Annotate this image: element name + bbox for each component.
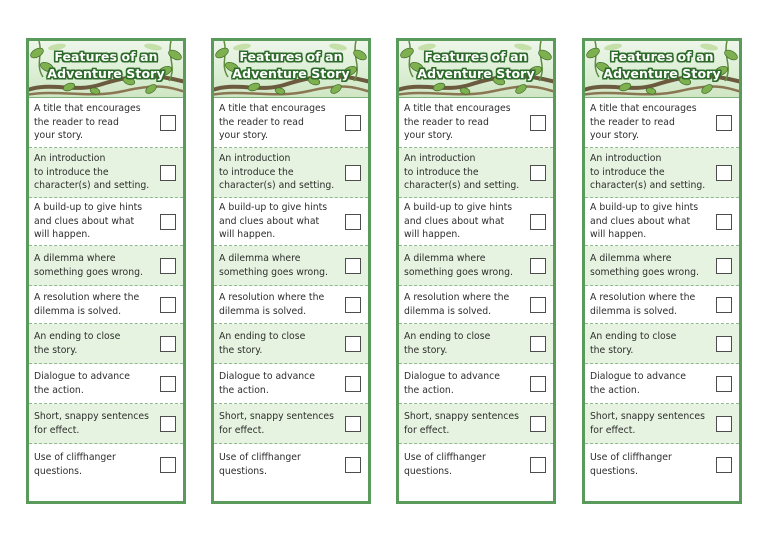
- checklist-item-line: to introduce the: [404, 166, 479, 178]
- checklist-item-line: the story.: [590, 344, 634, 356]
- checklist-item-text: [404, 330, 490, 357]
- checkbox-icon[interactable]: [530, 376, 546, 392]
- checklist-item-line: dilemma is solved.: [590, 305, 678, 317]
- checklist-item: [585, 324, 739, 364]
- checklist-item-line: to introduce the: [219, 166, 294, 178]
- checklist-item-line: A resolution where the: [404, 291, 510, 303]
- checklist-item: [214, 286, 368, 324]
- bookmark-card: [211, 38, 371, 504]
- checklist-item: [214, 198, 368, 246]
- checklist-item-line: A resolution where the: [219, 291, 325, 303]
- checklist-item: [399, 404, 553, 444]
- checklist-item: [29, 148, 183, 198]
- bookmark-header: [585, 41, 739, 98]
- checklist-item: [399, 98, 553, 148]
- checklist-item-line: your story.: [404, 130, 453, 142]
- checklist-item-line: and clues about what: [219, 215, 320, 227]
- checklist-item-line: something goes wrong.: [590, 266, 699, 278]
- checkbox-icon[interactable]: [530, 214, 546, 230]
- checklist-item-text: [219, 252, 328, 279]
- checklist-item-line: Use of cliffhanger: [404, 451, 486, 463]
- checklist-item-line: An ending to close: [590, 330, 677, 342]
- checklist: [29, 98, 183, 501]
- checklist-item-line: Dialogue to advance: [590, 370, 686, 382]
- bookmark-title: [399, 48, 553, 82]
- checklist-item-line: character(s) and setting.: [219, 180, 335, 192]
- checklist-item: [214, 148, 368, 198]
- checklist-item-text: [404, 291, 509, 318]
- checklist-item-text: [590, 451, 672, 478]
- checklist-item-line: questions.: [219, 465, 267, 477]
- checklist-item: [399, 198, 553, 246]
- checkbox-icon[interactable]: [160, 457, 176, 473]
- checklist-item-line: for effect.: [404, 424, 450, 436]
- checklist-item-line: your story.: [219, 130, 268, 142]
- bookmark-title: [585, 48, 739, 82]
- checklist-item: [585, 148, 739, 198]
- checklist-item-line: dilemma is solved.: [404, 305, 492, 317]
- bookmark-header: [29, 41, 183, 98]
- checklist-item-line: A title that encourages: [590, 103, 697, 115]
- checklist-item-line: your story.: [590, 130, 639, 142]
- checklist-item-line: A build-up to give hints: [404, 202, 513, 214]
- checkbox-icon[interactable]: [160, 214, 176, 230]
- checklist-item: [29, 198, 183, 246]
- checklist-item-line: Short, snappy sentences: [34, 410, 149, 422]
- checklist-item: [585, 198, 739, 246]
- checklist-item-text: [404, 152, 519, 193]
- checkbox-icon[interactable]: [160, 376, 176, 392]
- checklist-item: [29, 286, 183, 324]
- checklist-item: [399, 364, 553, 404]
- checklist-item: [29, 364, 183, 404]
- checklist-item-text: [34, 201, 142, 242]
- checklist-item-line: questions.: [590, 465, 638, 477]
- checklist-item-line: An ending to close: [219, 330, 306, 342]
- checklist-item: [585, 286, 739, 324]
- checklist-item-text: [34, 152, 149, 193]
- checklist-item-text: [590, 291, 695, 318]
- checklist-item-text: [34, 370, 130, 397]
- checklist-item-text: [404, 451, 486, 478]
- checkbox-icon[interactable]: [530, 416, 546, 432]
- bookmark-header: [214, 41, 368, 98]
- checklist-item: [399, 444, 553, 485]
- checkbox-icon[interactable]: [160, 297, 176, 313]
- checklist: [399, 98, 553, 501]
- checklist-item-line: will happen.: [590, 229, 647, 241]
- title-line: Features of an: [239, 49, 343, 64]
- checklist-item-text: [590, 201, 698, 242]
- checkbox-icon[interactable]: [345, 297, 361, 313]
- checklist-item: [29, 324, 183, 364]
- checklist-item-line: A title that encourages: [219, 103, 326, 115]
- checklist-item-line: character(s) and setting.: [590, 180, 706, 192]
- checklist-item: [214, 444, 368, 485]
- checklist-item-line: An ending to close: [34, 330, 121, 342]
- checklist-item-line: to introduce the: [34, 166, 109, 178]
- checklist-item: [399, 286, 553, 324]
- checklist-item-line: and clues about what: [34, 215, 135, 227]
- checklist-item-text: [219, 451, 301, 478]
- checklist-item: [585, 444, 739, 485]
- checklist-item-line: the action.: [34, 384, 84, 396]
- checklist-item-line: A dilemma where: [34, 252, 116, 264]
- checkbox-icon[interactable]: [345, 416, 361, 432]
- checklist-item-line: the story.: [219, 344, 263, 356]
- checklist-item-line: to introduce the: [590, 166, 665, 178]
- checklist-item: [29, 404, 183, 444]
- checklist-item-line: character(s) and setting.: [34, 180, 150, 192]
- checklist-item-line: questions.: [404, 465, 452, 477]
- checklist-item-line: A resolution where the: [34, 291, 140, 303]
- checklist-item-text: [34, 410, 149, 437]
- checklist-item: [585, 98, 739, 148]
- checklist-item: [214, 404, 368, 444]
- checklist-item-line: for effect.: [34, 424, 80, 436]
- checklist-item-line: the reader to read: [34, 116, 119, 128]
- checklist-item-line: Short, snappy sentences: [219, 410, 334, 422]
- checklist-item-line: something goes wrong.: [34, 266, 143, 278]
- checklist-item-line: questions.: [34, 465, 82, 477]
- checklist-item-line: will happen.: [219, 229, 276, 241]
- checklist-item-line: your story.: [34, 130, 83, 142]
- checkbox-icon[interactable]: [345, 258, 361, 274]
- checkbox-icon[interactable]: [716, 376, 732, 392]
- checklist-item-line: Short, snappy sentences: [404, 410, 519, 422]
- checklist-item-text: [34, 451, 116, 478]
- checklist-item-text: [219, 291, 324, 318]
- checklist-item: [29, 98, 183, 148]
- checklist-item-line: dilemma is solved.: [219, 305, 307, 317]
- checklist-item-text: [34, 252, 143, 279]
- checklist-item-text: [590, 252, 699, 279]
- checkbox-icon[interactable]: [716, 336, 732, 352]
- bookmark-card: [26, 38, 186, 504]
- checklist-item-line: the reader to read: [590, 116, 675, 128]
- checklist-item-line: An introduction: [590, 153, 662, 165]
- bookmark-card: [396, 38, 556, 504]
- checklist-item-line: and clues about what: [590, 215, 691, 227]
- checklist-item-text: [219, 330, 305, 357]
- checklist-item-line: An introduction: [34, 153, 106, 165]
- checklist-item: [399, 246, 553, 286]
- checkbox-icon[interactable]: [160, 258, 176, 274]
- checklist-item: [214, 246, 368, 286]
- checklist-item-line: A dilemma where: [219, 252, 301, 264]
- checklist-item-line: A build-up to give hints: [34, 202, 143, 214]
- checklist-item-line: Dialogue to advance: [219, 370, 315, 382]
- checklist-item-text: [219, 152, 334, 193]
- checklist-item: [399, 324, 553, 364]
- checkbox-icon[interactable]: [345, 376, 361, 392]
- checklist-item-text: [590, 102, 697, 143]
- checklist-item-line: the action.: [219, 384, 269, 396]
- checklist-item-line: Dialogue to advance: [34, 370, 130, 382]
- checkbox-icon[interactable]: [530, 297, 546, 313]
- checkbox-icon[interactable]: [530, 165, 546, 181]
- title-line: Features of an: [610, 49, 714, 64]
- checklist-item-text: [590, 152, 705, 193]
- checklist-item-text: [404, 102, 511, 143]
- checkbox-icon[interactable]: [160, 336, 176, 352]
- checklist-item-line: the reader to read: [404, 116, 489, 128]
- checklist-item-text: [34, 291, 139, 318]
- bookmark-title: [29, 48, 183, 82]
- checklist-item-line: Use of cliffhanger: [219, 451, 301, 463]
- checkbox-icon[interactable]: [160, 165, 176, 181]
- bookmark-card: [582, 38, 742, 504]
- title-line: Adventure Story: [47, 66, 165, 81]
- checklist-item-text: [219, 410, 334, 437]
- checklist-item-line: will happen.: [34, 229, 91, 241]
- checklist-item-line: the reader to read: [219, 116, 304, 128]
- checkbox-icon[interactable]: [345, 214, 361, 230]
- checklist-item-line: Use of cliffhanger: [590, 451, 672, 463]
- checklist-item-line: dilemma is solved.: [34, 305, 122, 317]
- bookmark-title: [214, 48, 368, 82]
- checklist-item: [214, 98, 368, 148]
- checkbox-icon[interactable]: [716, 214, 732, 230]
- checklist-item-text: [34, 102, 141, 143]
- checklist-item: [214, 324, 368, 364]
- title-line: Features of an: [424, 49, 528, 64]
- checklist-item-line: An ending to close: [404, 330, 491, 342]
- checklist-item-text: [590, 370, 686, 397]
- checklist-item-line: A dilemma where: [590, 252, 672, 264]
- checkbox-icon[interactable]: [345, 457, 361, 473]
- checklist-item-line: the story.: [34, 344, 78, 356]
- checklist-item-text: [404, 370, 500, 397]
- checklist-item-text: [219, 102, 326, 143]
- checklist-item: [399, 148, 553, 198]
- checklist-item: [29, 246, 183, 286]
- checkbox-icon[interactable]: [345, 165, 361, 181]
- checklist-item-line: and clues about what: [404, 215, 505, 227]
- checklist-item-line: will happen.: [404, 229, 461, 241]
- checklist-item-text: [219, 370, 315, 397]
- title-line: Adventure Story: [417, 66, 535, 81]
- checklist-item-line: the story.: [404, 344, 448, 356]
- checklist-item-text: [404, 201, 512, 242]
- checklist-item-line: something goes wrong.: [404, 266, 513, 278]
- checklist: [585, 98, 739, 501]
- checklist-item-text: [404, 252, 513, 279]
- checklist-item-line: Use of cliffhanger: [34, 451, 116, 463]
- checklist-item-line: A resolution where the: [590, 291, 696, 303]
- checklist: [214, 98, 368, 501]
- checkbox-icon[interactable]: [530, 115, 546, 131]
- checklist-item-line: A title that encourages: [404, 103, 511, 115]
- checkbox-icon[interactable]: [716, 457, 732, 473]
- checklist-item: [585, 404, 739, 444]
- checklist-item-line: the action.: [590, 384, 640, 396]
- checkbox-icon[interactable]: [345, 336, 361, 352]
- checklist-item: [585, 364, 739, 404]
- checkbox-icon[interactable]: [160, 115, 176, 131]
- checklist-item-line: An introduction: [219, 153, 291, 165]
- checklist-item-text: [404, 410, 519, 437]
- checkbox-icon[interactable]: [530, 336, 546, 352]
- checklist-item: [585, 246, 739, 286]
- checklist-item-text: [590, 330, 676, 357]
- bookmark-header: [399, 41, 553, 98]
- checklist-item-line: for effect.: [219, 424, 265, 436]
- title-line: Adventure Story: [232, 66, 350, 81]
- checklist-item: [214, 364, 368, 404]
- checklist-item-text: [590, 410, 705, 437]
- checkbox-icon[interactable]: [716, 115, 732, 131]
- checkbox-icon[interactable]: [530, 258, 546, 274]
- checklist-item-text: [34, 330, 120, 357]
- checkbox-icon[interactable]: [716, 416, 732, 432]
- checklist-item-line: A title that encourages: [34, 103, 141, 115]
- checkbox-icon[interactable]: [716, 165, 732, 181]
- checkbox-icon[interactable]: [716, 258, 732, 274]
- title-line: Adventure Story: [603, 66, 721, 81]
- checklist-item-text: [219, 201, 327, 242]
- checkbox-icon[interactable]: [160, 416, 176, 432]
- title-line: Features of an: [54, 49, 158, 64]
- checklist-item-line: something goes wrong.: [219, 266, 328, 278]
- checkbox-icon[interactable]: [345, 115, 361, 131]
- checklist-item-line: A build-up to give hints: [219, 202, 328, 214]
- checklist-item-line: A build-up to give hints: [590, 202, 699, 214]
- checklist-item-line: An introduction: [404, 153, 476, 165]
- checklist-item-line: the action.: [404, 384, 454, 396]
- checklist-item-line: Short, snappy sentences: [590, 410, 705, 422]
- checklist-item-line: A dilemma where: [404, 252, 486, 264]
- checklist-item-line: for effect.: [590, 424, 636, 436]
- checklist-item-line: character(s) and setting.: [404, 180, 520, 192]
- checkbox-icon[interactable]: [716, 297, 732, 313]
- checkbox-icon[interactable]: [530, 457, 546, 473]
- checklist-item-line: Dialogue to advance: [404, 370, 500, 382]
- checklist-item: [29, 444, 183, 485]
